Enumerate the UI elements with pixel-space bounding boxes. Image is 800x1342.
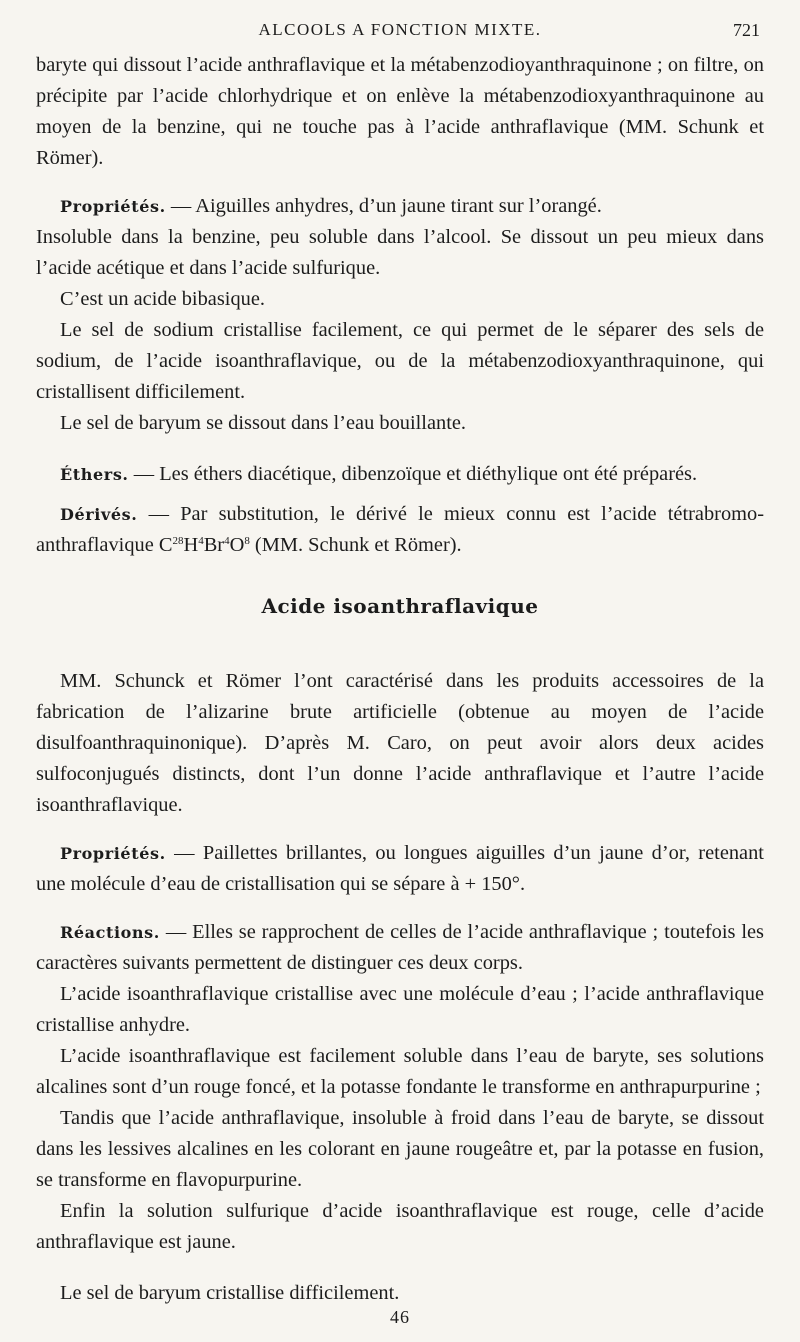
- ethers-paragraph: [36, 459, 764, 490]
- paragraph-text: Les éthers diacétique, dibenzoïque et diéthylique ont été préparés.: [159, 463, 698, 485]
- paragraph: Le sel de sodium cristallise facilement, ce qui permet de le séparer des sels de sodium, de l’acide isoanthraflavique, ou de la métabenzodioxyanthraquinone, qui cristallisent difficilement.: [36, 319, 764, 403]
- em-dash: —: [165, 921, 187, 943]
- run-in-heading: Dérivés.: [60, 505, 138, 524]
- paragraph: L’acide isoanthraflavique est facilement soluble dans l’eau de baryte, ses solutions alcalines sont d’un rouge foncé, et la potasse fondante le transforme en anthrapurpurine ;: [36, 1045, 764, 1098]
- paragraph: Enfin la solution sulfurique d’acide isoanthraflavique est rouge, celle d’acide anthraflavique est jaune.: [36, 1200, 764, 1253]
- formula-superscript: 28: [172, 535, 184, 547]
- run-in-heading: Propriétés.: [60, 197, 166, 216]
- paragraph-text: Elles se rapprochent de celles de l’acide anthraflavique ; toutefois les caractères suivants permettent de distinguer ces deux corps.: [36, 921, 764, 974]
- paragraph-text: Par substitution, le dérivé le mieux connu est l’acide tétrabromo-anthraflavique C: [36, 503, 764, 556]
- paragraph: L’acide isoanthraflavique cristallise avec une molécule d’eau ; l’acide anthraflavique cristallise anhydre.: [36, 983, 764, 1036]
- run-in-heading: Éthers.: [60, 465, 129, 484]
- formula-element: Br: [203, 534, 225, 556]
- formula-superscript: 4: [198, 535, 204, 547]
- em-dash: —: [174, 842, 195, 864]
- paragraph: Le sel de baryum se dissout dans l’eau bouillante.: [60, 412, 467, 434]
- em-dash: —: [133, 463, 155, 485]
- run-in-heading: Propriétés.: [60, 844, 166, 863]
- formula-superscript: 8: [244, 535, 250, 547]
- formula-element: O: [229, 534, 245, 556]
- paragraph: C’est un acide bibasique.: [60, 288, 265, 310]
- running-header: [0, 18, 800, 48]
- paragraph: baryte qui dissout l’acide anthraflavique et la métabenzodioyanthraquinone ; on filtre, on précipite par l’acide chlorhydrique et on enlève la métabenzodioxyanthraquinone au moyen de la benzine, qui ne touche pas à l’acide anthraflavique (MM. Schunk et Römer).: [36, 54, 764, 169]
- paragraph-text: Paillettes brillantes, ou longues aiguilles d’un jaune d’or, retenant une molécule d’eau de cristallisation qui se sépare à + 150°.: [36, 842, 764, 895]
- em-dash: —: [170, 195, 192, 217]
- derives-paragraph: [36, 499, 764, 561]
- paragraph-text: Aiguilles anhydres, d’un jaune tirant sur l’orangé.: [195, 195, 602, 217]
- formula-element: H: [183, 534, 199, 556]
- reactions-paragraph: [36, 917, 764, 979]
- section-title: Acide isoanthraflavique: [261, 594, 539, 618]
- paragraph: Insoluble dans la benzine, peu soluble dans l’alcool. Se dissout un peu mieux dans l’acide acétique et dans l’acide sulfurique.: [36, 226, 764, 279]
- page-number: 721: [733, 20, 760, 40]
- proprietes-paragraph: [36, 838, 764, 900]
- run-in-heading: Réactions.: [60, 923, 160, 942]
- running-title: ALCOOLS A FONCTION MIXTE.: [258, 20, 542, 39]
- paragraph: Tandis que l’acide anthraflavique, insoluble à froid dans l’eau de baryte, se dissout dans les lessives alcalines en les colorant en jaune rougeâtre et, par la potasse en fusion, se transforme en flavopurpurine.: [36, 1107, 764, 1191]
- em-dash: —: [148, 503, 170, 525]
- proprietes-paragraph: [36, 191, 764, 222]
- paragraph-text: (MM. Schunk et Römer).: [249, 534, 462, 556]
- formula-superscript: 4: [224, 535, 230, 547]
- paragraph: MM. Schunck et Römer l’ont caractérisé dans les produits accessoires de la fabrication de l’alizarine brute artificielle (obtenue au moyen de l’acide disulfoanthraquinonique). D’après M. Caro, on peut avoir alors deux acides sulfoconjugués distincts, dont l’un donne l’acide anthraflavique et l’autre l’acide isoanthraflavique.: [36, 670, 764, 816]
- paragraph: Le sel de baryum cristallise difficilement.: [60, 1282, 400, 1304]
- page-body: [36, 50, 764, 1309]
- signature-folio: 46: [390, 1307, 410, 1327]
